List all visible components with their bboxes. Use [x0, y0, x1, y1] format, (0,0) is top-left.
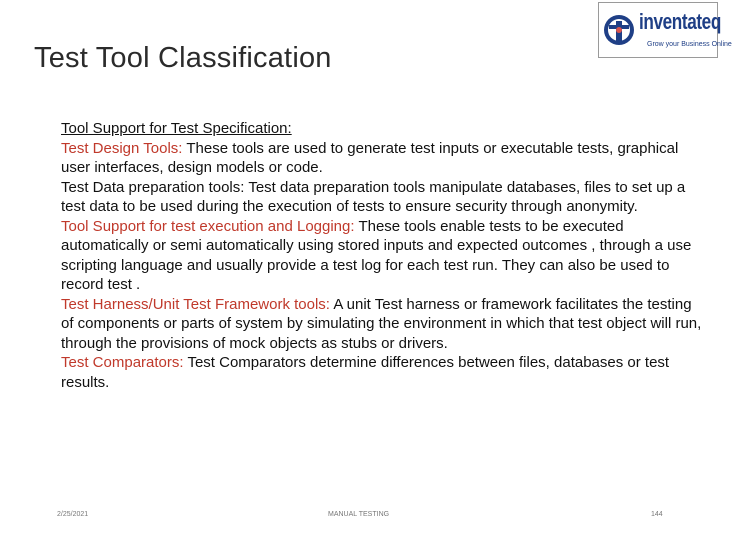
paragraph-test-design-tools	[61, 139, 707, 178]
section-heading	[61, 119, 707, 139]
heading-text: Tool Support for Test Specification:	[61, 120, 292, 137]
logo-tagline: Grow your Business Online	[647, 41, 732, 48]
paragraph-text: These tools are used to generate test inputs or executable tests, graphical user interfaces, design models or code.	[61, 139, 679, 176]
paragraph-test-data-preparation	[61, 178, 707, 217]
paragraph-label: Test Comparators:	[61, 354, 184, 371]
company-logo	[598, 2, 732, 58]
content-body	[61, 119, 707, 392]
paragraph-test-execution-logging	[61, 217, 707, 295]
paragraph-label: Tool Support for test execution and Logging:	[61, 217, 355, 235]
logo-wordmark: inventateq	[639, 9, 721, 34]
paragraph-text: Test Data preparation tools: Test data preparation tools manipulate databases, files to set up a test data to be used during the execution of tests to ensure security through anonymity.	[61, 178, 686, 215]
slide-title: Test Tool Classification	[34, 42, 332, 74]
logo-emblem-icon	[599, 3, 639, 57]
footer-date: 2/25/2021	[57, 511, 89, 518]
paragraph-test-harness	[61, 295, 707, 354]
paragraph-label: Test Harness/Unit Test Framework tools:	[61, 295, 330, 313]
paragraph-test-comparators	[61, 353, 707, 392]
footer-title: MANUAL TESTING	[328, 511, 390, 518]
paragraph-text: Test Comparators determine differences between files, databases or test results.	[61, 354, 670, 391]
paragraph-label: Test Design Tools:	[61, 139, 183, 157]
footer-page-number: 144	[651, 511, 663, 518]
paragraph-text: A unit Test harness or framework facilitates the testing of components or parts of system by simulating the environment in which that test object will run, through the provisions of mock objects as stubs or drivers.	[61, 295, 702, 352]
paragraph-text: These tools enable tests to be executed automatically or semi automatically using stored inputs and expected outcomes , through a use scripting language and usually provide a test log for each test run. They can also be used to record test .	[61, 217, 692, 293]
